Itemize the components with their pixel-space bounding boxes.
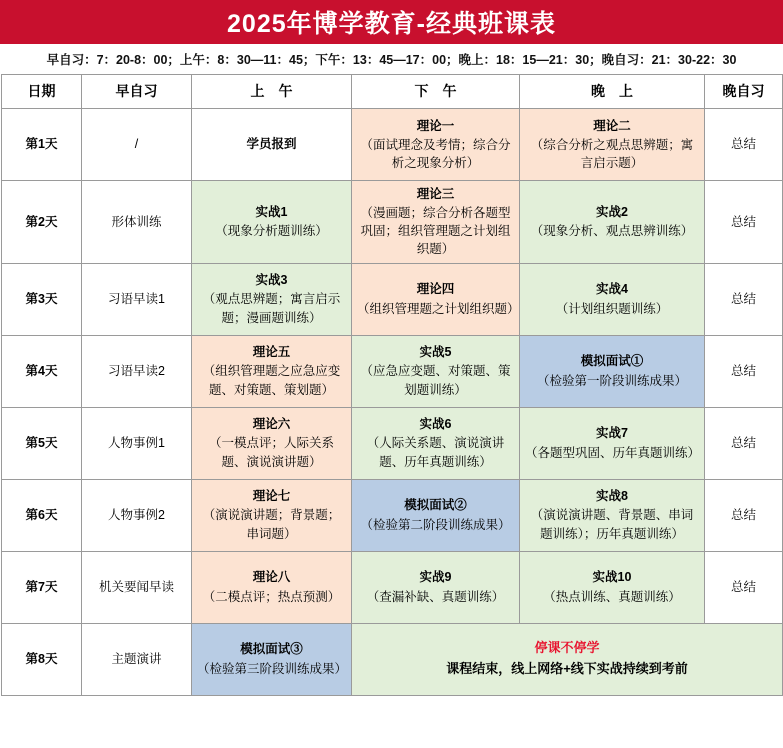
time-legend-text: 早自习：7：20-8：00；上午：8：30—11：45；下午：13：45—17：00；晚上：18：15—21：30；晚自习：21：30-22：30 — [46, 53, 737, 67]
am-detail: （组织管理题之应急应变题、对策题、策划题） — [202, 364, 341, 397]
pm-detail: （面试理念及考情；综合分析之现象分析） — [360, 137, 511, 171]
pm-title: 理论四 — [416, 282, 455, 297]
row-day-label: 第3天 — [2, 263, 82, 335]
row-pm-cell — [352, 551, 520, 623]
row-am-cell — [192, 623, 352, 695]
row-day-label: 第6天 — [2, 479, 82, 551]
pm-detail: （人际关系题、演说演讲题、历年真题训练） — [366, 436, 505, 469]
row-am-cell — [192, 263, 352, 335]
final-note-body: 课程结束，线上网络+线下实战持续到考前 — [446, 661, 688, 676]
am-title: 理论六 — [252, 417, 291, 432]
column-header-am: 上 午 — [192, 75, 352, 109]
row-evening-cell — [520, 109, 705, 181]
am-title: 模拟面试③ — [240, 642, 303, 657]
evening-detail: （演说演讲题、背景题、串词题训练）；历年真题训练） — [530, 508, 694, 541]
pm-detail: （组织管理题之计划组织题） — [357, 301, 520, 316]
am-title: 理论七 — [252, 489, 291, 504]
am-detail: （二模点评；热点预测） — [202, 589, 341, 604]
final-note-cell — [352, 623, 783, 695]
row-day-label: 第8天 — [2, 623, 82, 695]
row-night-study: 总结 — [705, 181, 783, 264]
pm-detail: （检验第二阶段训练成果） — [360, 517, 511, 532]
row-pm-cell — [352, 263, 520, 335]
row-day-label: 第2天 — [2, 181, 82, 264]
row-am-cell — [192, 335, 352, 407]
am-detail: （现象分析题训练） — [215, 224, 328, 239]
row-morning-study: 人物事例1 — [82, 407, 192, 479]
row-pm-cell — [352, 479, 520, 551]
row-evening-cell — [520, 181, 705, 264]
pm-title: 模拟面试② — [404, 498, 467, 513]
evening-title: 实战2 — [596, 205, 628, 220]
evening-detail: （热点训练、真题训练） — [543, 589, 681, 604]
table-row — [2, 263, 783, 335]
table-row — [2, 181, 783, 264]
evening-detail: （计划组织题训练） — [555, 301, 669, 316]
evening-detail: （综合分析之观点思辨题；寓言启示题） — [530, 137, 694, 171]
row-day-label: 第1天 — [2, 109, 82, 181]
column-header-evening: 晚 上 — [520, 75, 705, 109]
evening-detail: （现象分析、观点思辨训练） — [530, 224, 694, 239]
row-morning-study: 人物事例2 — [82, 479, 192, 551]
am-title: 学员报到 — [246, 136, 297, 151]
am-title: 理论八 — [252, 570, 291, 585]
pm-detail: （漫画题；综合分析各题型巩固；组织管理题之计划组织题） — [360, 206, 511, 257]
row-night-study: 总结 — [705, 407, 783, 479]
page-title: 2025年博学教育-经典班课表 — [227, 10, 556, 38]
row-day-label: 第4天 — [2, 335, 82, 407]
row-pm-cell — [352, 407, 520, 479]
am-detail: （检验第三阶段训练成果） — [197, 661, 348, 676]
row-night-study: 总结 — [705, 263, 783, 335]
row-pm-cell — [352, 335, 520, 407]
table-row — [2, 479, 783, 551]
row-night-study: 总结 — [705, 479, 783, 551]
evening-title: 实战8 — [596, 489, 628, 504]
pm-title: 实战5 — [419, 345, 452, 360]
pm-title: 理论一 — [416, 118, 455, 133]
am-title: 实战1 — [255, 205, 288, 220]
am-title: 理论五 — [252, 345, 291, 360]
column-header-night-study: 晚自习 — [705, 75, 783, 109]
row-night-study: 总结 — [705, 109, 783, 181]
column-header-date: 日期 — [2, 75, 82, 109]
am-detail: （一模点评；人际关系题、演说演讲题） — [208, 436, 334, 469]
row-am-cell — [192, 181, 352, 264]
evening-detail: （各题型巩固、历年真题训练） — [525, 445, 701, 460]
row-night-study: 总结 — [705, 335, 783, 407]
table-body — [2, 109, 783, 696]
am-detail: （观点思辨题；寓言启示题；漫画题训练） — [202, 292, 341, 325]
pm-title: 实战6 — [419, 417, 452, 432]
row-day-label: 第5天 — [2, 407, 82, 479]
row-morning-study: 习语早读1 — [82, 263, 192, 335]
column-header-pm: 下 午 — [352, 75, 520, 109]
row-morning-study: 机关要闻早读 — [82, 551, 192, 623]
pm-detail: （查漏补缺、真题训练） — [366, 589, 505, 604]
evening-title: 理论二 — [593, 118, 631, 133]
row-morning-study: / — [82, 109, 192, 181]
row-evening-cell — [520, 407, 705, 479]
am-detail: （演说演讲题；背景题；串词题） — [202, 508, 341, 541]
table-header — [2, 75, 783, 109]
table-row — [2, 109, 783, 181]
pm-detail: （应急应变题、对策题、策划题训练） — [360, 364, 511, 397]
evening-detail: （检验第一阶段训练成果） — [536, 373, 687, 388]
row-morning-study: 主题演讲 — [82, 623, 192, 695]
column-header-morning-study: 早自习 — [82, 75, 192, 109]
table-row — [2, 551, 783, 623]
row-day-label: 第7天 — [2, 551, 82, 623]
table-row — [2, 407, 783, 479]
table-row — [2, 335, 783, 407]
row-morning-study: 习语早读2 — [82, 335, 192, 407]
title-banner — [0, 0, 783, 44]
evening-title: 实战7 — [596, 426, 628, 441]
time-legend — [0, 44, 783, 74]
row-night-study: 总结 — [705, 551, 783, 623]
row-evening-cell — [520, 263, 705, 335]
row-am-cell — [192, 407, 352, 479]
pm-title: 实战9 — [419, 570, 452, 585]
evening-title: 实战10 — [592, 570, 632, 585]
schedule-table — [1, 74, 783, 696]
row-morning-study: 形体训练 — [82, 181, 192, 264]
row-evening-cell — [520, 479, 705, 551]
evening-title: 模拟面试① — [580, 354, 644, 369]
final-note-highlight: 停课不停学 — [534, 640, 600, 656]
header-row — [2, 75, 783, 109]
row-am-cell — [192, 109, 352, 181]
table-row-final — [2, 623, 783, 695]
row-evening-cell — [520, 551, 705, 623]
am-title: 实战3 — [255, 273, 288, 288]
row-evening-cell — [520, 335, 705, 407]
row-am-cell — [192, 479, 352, 551]
row-am-cell — [192, 551, 352, 623]
row-pm-cell — [352, 109, 520, 181]
evening-title: 实战4 — [596, 282, 628, 297]
pm-title: 理论三 — [416, 187, 455, 201]
row-pm-cell — [352, 181, 520, 264]
